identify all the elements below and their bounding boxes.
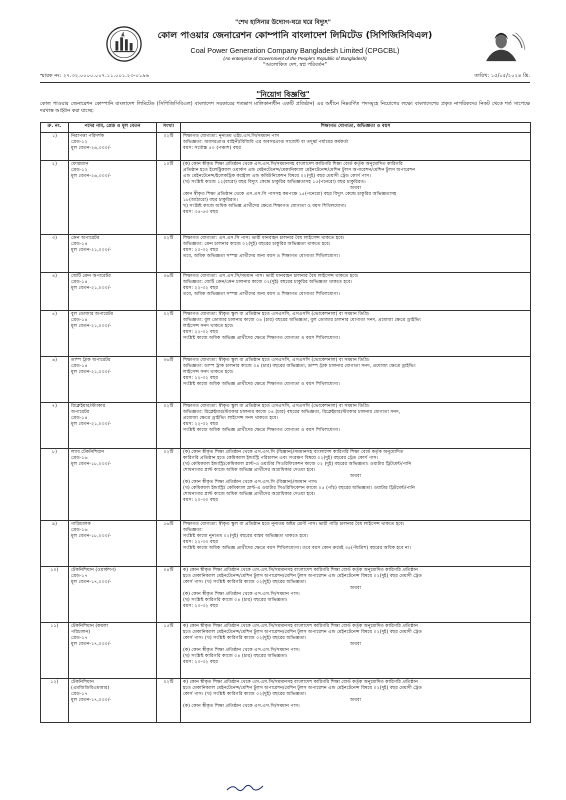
row-requirements xyxy=(181,567,531,623)
table-row xyxy=(41,623,531,679)
requirement-line: (ক) কোন স্বীকৃত শিক্ষা প্রতিষ্ঠান থেকে এস.এস.সি (বিজ্ঞান)/সমমানসহ বাংলাদেশ কারিগরি শিক্ষা বোর্ড কর্তৃক অনুমোদিত xyxy=(183,450,404,455)
requirement-line: অভিজ্ঞতা: বুল ডোজার চালনার কাজে ০৪ (চার) বছরের অভিজ্ঞতা, বুল ডোজার চালনার যোগ্যতা সনদ, প্রযোজ্য ক্ষেত্রে ড্রাইভিং xyxy=(183,318,422,323)
requirement-line: অভিজ্ঞতা: ডাম্প ট্রাক চালনার কাজে ০৪ (চার) বছরের অভিজ্ঞতা, ডাম্প ট্রাক চালনার যোগ্যতা সনদ, প্রযোজ্য ক্ষেত্রে ড্রাইভিং xyxy=(183,364,416,369)
requirement-line: লাইসেন্স সনদ থাকতে হবে। xyxy=(183,370,234,375)
requirement-line: খ) সংশ্লিষ্ট কাজে অধিক অভিজ্ঞ প্রার্থীদের ক্ষেত্রে শিক্ষাগত যোগ্যতা ও বয়স শিথিলযোগ্য। xyxy=(183,204,347,209)
post-info-line: গ্রেড-১৬ xyxy=(71,528,88,533)
row-requirements xyxy=(181,623,531,679)
row-post-info xyxy=(69,521,157,567)
post-info-line: নিরাপত্তা পরিদর্শক xyxy=(71,134,105,139)
requirement-line: হতে মেকানিক্যাল মেইনটেনেন্স/মেশিন টুলস অপারেশন/মেশিন টুলস অপারেশন এন্ড মেইনটেনেন্স বিষয়ে ০২(দুই) বছর মেয়াদী ট্রেড xyxy=(183,574,422,579)
requirement-line: শোধনাগার প্লান্ট কাজে অধিক অভিজ্ঞ প্রার্থীদের অগ্রাধিকার দেওয়া হবে। xyxy=(183,468,316,473)
row-serial: ১০) xyxy=(41,567,69,623)
requirement-line: অথবা xyxy=(349,642,362,647)
requirement-line: ক) কোন স্বীকৃত শিক্ষা প্রতিষ্ঠান থেকে এস.এস.সি/সমমানসহ বাংলাদেশ কারিগরি শিক্ষা বোর্ড কর্তৃক অনুমোদিত কারিগরি প্রতিষ্ঠান xyxy=(183,568,418,573)
requirement-line: অভিজ্ঞতা: জেটি ক্রেন/ক্রেন চালনার কাজে ০২(দুই) বছরের চাকুরির অভিজ্ঞতা থাকতে হবে। xyxy=(183,280,353,285)
post-info-line: মূল বেতন-১৮,০০০/- xyxy=(71,462,112,467)
row-serial: ১) xyxy=(41,133,69,161)
post-info-line: মূল বেতন-২১,০০০/- xyxy=(71,422,112,427)
requirement-line: শিক্ষাগত যোগ্যতা: এস.এস.সি/সমমান পাস। ভারী যানবাহন চালনার বৈধ লাইসেন্স থাকতে হবে। xyxy=(183,274,359,279)
row-serial: ১২) xyxy=(41,679,69,723)
memo-date: তারিখ: ১৫/০৫/২০২৪ খ্রি. xyxy=(474,73,530,79)
row-requirements xyxy=(181,679,531,723)
requirement-line: (খ) সংশ্লিষ্ট কারিগরি কাজে ০৪ (চার) বছরের অভিজ্ঞতা। xyxy=(183,598,288,603)
row-requirements xyxy=(181,311,531,357)
requirement-line: ক) কোন স্বীকৃত শিক্ষা প্রতিষ্ঠান থেকে এস.এস.সি/সমমানসহ বাংলাদেশ কারিগরি শিক্ষা বোর্ড কর্তৃক অনুমোদিত কারিগরি প্রতিষ্ঠান xyxy=(183,624,418,629)
requirement-line: শিক্ষাগত যোগ্যতা: স্বীকৃত স্কুল বা প্রতিষ্ঠান হতে এসএসসি, এসএসসি (ভোকেশনাল) বা সমমান ডিগ্রি। xyxy=(183,312,370,317)
post-info-line: মূল বেতন-১৭,০০০/- xyxy=(71,698,112,703)
row-post-info xyxy=(69,403,157,449)
requirement-line: বয়স: ৩৫-৫৩ বছর xyxy=(183,210,218,215)
requirement-line: বয়স: ২২-৩২ বছর xyxy=(183,286,218,291)
requirement-line: অথবা xyxy=(349,586,362,591)
requirement-line: হতে মেকানিক্যাল মেইনটেনেন্স/মেশিন টুলস অপারেশন/মেশিন টুলস অপারেশন এন্ড মেইনটেনেন্স বিষয়ে ০২(দুই) বছর মেয়াদী ট্রেড xyxy=(183,630,422,635)
requirement-line: শিক্ষাগত যোগ্যতা: স্বীকৃত স্কুল বা প্রতিষ্ঠান হতে নুন্যতম অষ্টম শ্রেণী পাস। ভারী গাড়ি চালনার বৈধ লাইসেন্স থাকতে হবে। xyxy=(183,522,405,527)
requirement-line: বয়স: সর্বোচ্চ ৫০ (পঞ্চাশ) বছর xyxy=(183,146,241,151)
post-info-line: গাড়িচালক xyxy=(71,522,91,527)
post-info-line: টেকনিশিয়ান (কয়লা xyxy=(71,624,109,629)
table-row xyxy=(41,161,531,235)
requirement-line: সংশ্লিষ্ট কাজে নুন্যতম ০২(দুই) বছরের বাস্তব অভিজ্ঞতা থাকতে হবে। xyxy=(183,534,309,539)
row-serial: ২) xyxy=(41,161,69,235)
requirement-line: অভিজ্ঞতা: অবসরপ্রাপ্ত বাহিনী/বিজিবি এর অবসরপ্রাপ্ত সার্জেন্ট বা তদুর্ধ্ব পর্যায়ের কর্মকর্তা xyxy=(183,140,349,145)
post-info-line: গ্রেড-১৪ xyxy=(71,318,88,323)
row-post-info xyxy=(69,235,157,273)
requirement-line: (খ) সংশ্লিষ্ট কাজে ১২(বারো) বছর বিদ্যুৎ কেন্দ্রে চাকুরির অভিজ্ঞতাসহ ১৫(পনেরো) বছর চাকুরিরত। xyxy=(183,180,366,185)
post-info-line: গ্রেড-১৪ xyxy=(71,280,88,285)
requirement-line: কোর্স পাস। (খ) সংশ্লিষ্ট কারিগরি কাজে ০২(দুই) বছরের অভিজ্ঞতা। xyxy=(183,636,307,641)
row-serial: ৩) xyxy=(41,235,69,273)
post-info-line: মূল বেতন-২১,০০০/- xyxy=(71,324,112,329)
row-post-info xyxy=(69,273,157,311)
row-post-info xyxy=(69,623,157,679)
requirement-line: এন্ড মেইনটেনেন্স/ইলেকট্রিক কন্ট্রোল এন্ড কমিউনিকেশন বিষয়ে ০২(দুই) বছর মেয়াদী ট্রেড কোর্স পাস। xyxy=(183,174,371,179)
requirement-line: ক) কোন স্বীকৃত শিক্ষা প্রতিষ্ঠান থেকে এস.এস.সি/সমমানসহ বাংলাদেশ কারিগরি শিক্ষা বোর্ড কর্তৃক অনুমোদিত কারিগরি প্রতিষ্ঠান xyxy=(183,680,418,685)
row-post-info xyxy=(69,133,157,161)
table-row xyxy=(41,449,531,521)
requirement-line: (ক) কোন স্বীকৃত শিক্ষা প্রতিষ্ঠান থেকে এস.এস.সি/সমমানসহ বাংলাদেশ কারিগরি শিক্ষা বোর্ড কর্তৃক অনুমোদিত কারিগরি xyxy=(183,162,403,167)
post-info-line: গ্রেড-১৬ xyxy=(71,456,88,461)
organization-subtitle: (An enterprise of Government of the People's Republic of Bangladesh) xyxy=(223,56,367,61)
requirement-line: সংশ্লিষ্ট কাজে অধিক অভিজ্ঞ প্রার্থীদের ক্ষেত্রে শিক্ষাগত যোগ্যতা ও বয়স শিথিলযোগ্য। xyxy=(183,382,340,387)
signature-mark xyxy=(225,782,265,794)
requirement-line: অথবা xyxy=(349,186,362,191)
post-info-line: মূল বেতন-২৬,০০০/- xyxy=(71,174,112,179)
post-info-line: মূল বেতন-১৭,০০০/- xyxy=(71,580,112,585)
column-header-serial: ক্র. নং. xyxy=(41,123,69,133)
notice-title: "নিয়োগ বিজ্ঞপ্তি" xyxy=(256,90,310,99)
posts-table-body xyxy=(41,133,531,723)
table-header-row xyxy=(41,123,531,133)
column-header-count: সংখ্যা xyxy=(157,123,181,133)
post-info-line: রিক্লেইমার/স্ট্যাকার xyxy=(71,404,106,409)
post-info-line: গ্রেড-১২ xyxy=(71,140,88,145)
row-post-count: ০২টি xyxy=(157,679,181,723)
row-serial: ৯) xyxy=(41,521,69,567)
requirement-line: শোধনাগার প্লান্ট কাজে অধিক অভিজ্ঞ প্রার্থীদের অগ্রাধিকার দেওয়া হবে। xyxy=(183,492,316,497)
table-row xyxy=(41,311,531,357)
requirement-line: (খ) কেমিক্যাল ইন্ডাস্ট্রি/ কেমিক্যাল প্লান্ট-এ ওয়াটার সিওরিফিকেশন কাজে ০৫ (পাঁচ) বছরের অভিজ্ঞতা। ওয়াটার ট্রিটমেন্ট/পানি xyxy=(183,486,415,491)
requirement-line: অভিজ্ঞতা: ক্রেন চালনার কাজে ০২(দুই) বছরের চাকুরির অভিজ্ঞতা থাকতে হবে। xyxy=(183,242,331,247)
post-info-line: গ্রেড-১৪ xyxy=(71,364,88,369)
row-post-info xyxy=(69,161,157,235)
requirement-line: অভিজ্ঞতা: রিক্লেইমার/স্ট্যাকার চালনার কাজে ০৪ (চার) বছরের অভিজ্ঞতা, রিক্লেইমার/স্ট্যাকার চালনার যোগ্যতা সনদ, xyxy=(183,410,401,415)
memo-number: স্মারক নং: ২৭.৩২.০০০০.০০৭.১১.০০১.২৩-০১৯৬ xyxy=(40,73,149,79)
requirement-line: বয়স: ২০-৩২ বছর xyxy=(183,604,218,609)
row-requirements xyxy=(181,235,531,273)
requirement-line: (ক) কোন স্বীকৃত শিক্ষা প্রতিষ্ঠান থেকে এস.এস.সি/সমমান পাস। xyxy=(183,592,300,597)
requirement-line: শিক্ষাগত যোগ্যতা: স্বীকৃত স্কুল বা প্রতিষ্ঠান হতে এসএসসি, এসএসসি (ভোকেশনাল) বা সমমান ডিগ্রি। xyxy=(183,358,370,363)
table-row xyxy=(41,357,531,403)
requirement-line: শিক্ষাগত যোগ্যতা: স্বীকৃত স্কুল বা প্রতিষ্ঠান হতে এসএসসি, এসএসসি (ভোকেশনাল) বা সমমান ডিগ্রি। xyxy=(183,404,370,409)
row-requirements xyxy=(181,449,531,521)
post-info-line: টেকনিশিয়ান xyxy=(71,680,94,685)
table-row xyxy=(41,273,531,311)
posts-table xyxy=(40,122,531,723)
requirement-line: অথবা xyxy=(349,474,362,479)
post-info-line: অপারেটর xyxy=(71,410,90,415)
requirement-line: সংশ্লিষ্ট কাজে অধিক অভিজ্ঞ প্রার্থীদের ক্ষেত্রে শিক্ষাগত যোগ্যতা ও বয়স শিথিলযোগ্য। xyxy=(183,336,340,341)
row-post-count: ১০টি xyxy=(157,161,181,235)
requirement-line: কারিগরি প্রতিষ্ঠান হতে কেমিক্যাল ইন্ডাস্ট্রি পরিচালন এবং সংরক্ষণ বিষয়ে ০২(দুই) বছরের ট্রেড কোর্স পাস। xyxy=(183,456,379,461)
post-info-line: গ্রেড-১৭ xyxy=(71,636,88,641)
row-requirements xyxy=(181,133,531,161)
row-post-info xyxy=(69,311,157,357)
post-info-line: (এমজিডিবিএমআর) xyxy=(71,686,110,691)
requirement-line: কোর্স পাস। (খ) সংশ্লিষ্ট কারিগরি কাজে ০২(দুই) বছরের অভিজ্ঞতা। xyxy=(183,692,307,697)
row-serial: ৭) xyxy=(41,403,69,449)
organization-slogan: "আলোকিত দেশ, স্বপ্ন পরিবর্তন" xyxy=(263,62,327,68)
requirement-line: তবে, অধিক অভিজ্ঞতা সম্পন্ন প্রার্থীদের জন্য বয়স ও শিক্ষাগত যোগ্যতা শিথিলযোগ্য। xyxy=(183,292,340,297)
row-post-count: ০২টি xyxy=(157,133,181,161)
row-requirements xyxy=(181,161,531,235)
table-row xyxy=(41,235,531,273)
post-info-line: জেটি ক্রেন অপারেটর xyxy=(71,274,111,279)
requirement-line: কোর্স পাস। (খ) সংশ্লিষ্ট কারিগরি কাজে ০২(দুই) বছরের অভিজ্ঞতা। xyxy=(183,580,307,585)
requirement-line: অভিজ্ঞতা: xyxy=(183,528,203,533)
requirement-line: বয়স: ২২-৩২ বছর xyxy=(183,422,218,427)
row-requirements xyxy=(181,521,531,567)
requirement-line: শিক্ষাগত যোগ্যতা: এস.এস.সি পাস। ভারী যানবাহন চালনার বৈধ লাইসেন্স থাকতে হবে। xyxy=(183,236,345,241)
letterhead xyxy=(150,28,440,70)
row-requirements xyxy=(181,357,531,403)
column-header-requirements: শিক্ষাগত যোগ্যতা, অভিজ্ঞতা ও বয়স xyxy=(181,123,531,133)
header-motto: "শেখ হাসিনার উদ্যোগ-ঘরে ঘরে বিদ্যুৎ" xyxy=(235,19,331,26)
row-serial: ৮) xyxy=(41,449,69,521)
requirement-line: (ক) কোন স্বীকৃত শিক্ষা প্রতিষ্ঠান থেকে এস.এস.সি/সমমান পাস। xyxy=(183,704,300,709)
table-row xyxy=(41,133,531,161)
requirement-line: লাইসেন্স সনদ থাকতে হবে। xyxy=(183,324,234,329)
post-info-line: মূল বেতন-২১,০০০/- xyxy=(71,286,112,291)
requirement-line: প্রতিষ্ঠান হতে ইলেক্ট্রিক্যাল ওয়ার্কস এন্ড মেইনটেনেন্স/মেকানিক্যাল মেইনটেনেন্স/মেশিন টুলস অপারেশন/মেশিন টুলস অপারেশন xyxy=(183,168,416,173)
row-requirements xyxy=(181,403,531,449)
row-post-count: ০৬টি xyxy=(157,357,181,403)
row-post-info xyxy=(69,357,157,403)
row-post-info xyxy=(69,567,157,623)
row-serial: ৬) xyxy=(41,357,69,403)
table-row xyxy=(41,521,531,567)
row-serial: ১১) xyxy=(41,623,69,679)
post-info-line: মূল বেতন-১৭,০০০/- xyxy=(71,642,112,647)
row-post-count: ১৫টি xyxy=(157,623,181,679)
post-info-line: মূল বেতন-২৬,০০০/- xyxy=(71,146,112,151)
requirement-line: সংশ্লিষ্ট কাজে অধিক অভিজ্ঞ প্রার্থীদের ক্ষেত্রে বয়স শিথিলযোগ্য। তবে বয়স কোন ক্রমেই ৩৫(পঁয়ত্রিশ) বছরের অধিক হবে না। xyxy=(183,546,411,551)
requirement-line: বয়স: ২০-৩০ বছর xyxy=(183,498,218,503)
company-logo xyxy=(105,25,143,63)
requirement-line: বয়স: ২২-৩২ বছর xyxy=(183,376,218,381)
notice-intro: কোল পাওয়ার জেনারেশন কোম্পানি বাংলাদেশ লিমিটেড (সিপিজিসিবিএল) বাংলাদেশ সরকারের শতভাগ মালিকানাধীন একটি প্রতিষ্ঠান) এর অধীনে নিম্নবর্ণিত পদসমূহে নিয়োগের লক্ষ্যে বাংলাদেশের প্রকৃত নাগরিকদের নিকট থেকে শর্ত সাপেক্ষে দরখাস্ত আহ্বান করা যাচ্ছে: xyxy=(40,101,530,115)
requirement-line: ১৮(আঠারো) বছর চাকুরিরত। xyxy=(183,198,238,203)
post-info-line: গ্রেড-১৪ xyxy=(71,416,88,421)
requirement-line: (খ) কেমিক্যাল ইন্ডাস্ট্রি/কেমিক্যাল প্লান্ট-এ ওয়াটার সিওরিফিকেশন কাজে ০২ (দুই) বছরের অভিজ্ঞতা। ওয়াটার ট্রিটমেন্ট/পানি xyxy=(183,462,412,467)
row-post-count: ০২টি xyxy=(157,449,181,521)
table-row xyxy=(41,567,531,623)
organization-name-bn: কোল পাওয়ার জেনারেশন কোম্পানি বাংলাদেশ লিমিটেড (সিপিজিসিবিএল) xyxy=(157,31,433,41)
requirement-line: (ক) কোন স্বীকৃত শিক্ষা প্রতিষ্ঠান থেকে এস.এস.সি (বিজ্ঞান)/সমমান পাস। xyxy=(183,480,318,485)
organization-name-en: Coal Power Generation Company Bangladesh Limited (CPGCBL) xyxy=(190,46,400,55)
requirement-line: শিক্ষাগত যোগ্যতা: নূন্যতম এইচ.এস.সি/সমমান পাস xyxy=(183,134,280,139)
row-post-count: ০২টি xyxy=(157,235,181,273)
row-requirements xyxy=(181,273,531,311)
requirement-line: সংশ্লিষ্ট কাজে অধিক অভিজ্ঞ প্রার্থীদের ক্ষেত্রে শিক্ষাগত যোগ্যতা ও বয়স শিথিলযোগ্য। xyxy=(183,428,340,433)
post-info-line: ফোরম্যান xyxy=(71,162,89,167)
table-row xyxy=(41,679,531,723)
leader-portrait xyxy=(484,29,526,63)
row-post-count: ০৬টি xyxy=(157,273,181,311)
post-info-line: মূল বেতন-২১,০০০/- xyxy=(71,370,112,375)
requirement-line: কোন স্বীকৃত শিক্ষা প্রতিষ্ঠান থেকে এস.এস.সি পাসসহ কমপক্ষে ১৫(পনেরো) বছর বিদ্যুৎ কেন্দ্রে চাকুরির অভিজ্ঞতাসহ xyxy=(183,192,397,197)
header-divider xyxy=(40,82,530,83)
requirement-line: বয়স: ২২-৩০ বছর xyxy=(183,540,218,545)
requirement-line: অথবা xyxy=(349,698,362,703)
row-post-info xyxy=(69,679,157,723)
row-post-count: ০২টি xyxy=(157,403,181,449)
post-info-line: গ্রেড-১২ xyxy=(71,168,88,173)
post-info-line: টেকনিশিয়ান (ওয়ার্কশপ) xyxy=(71,568,116,573)
post-info-line: গ্রেড-১৭ xyxy=(71,574,88,579)
post-info-line: গ্রেড-১৪ xyxy=(71,242,88,247)
row-post-count: ০৪টি xyxy=(157,567,181,623)
post-info-line: ল্যাব টেকনিশিয়ান xyxy=(71,450,105,455)
post-info-line: ক্রেন অপারেটর xyxy=(71,236,100,241)
requirement-line: (ক) কোন স্বীকৃত শিক্ষা প্রতিষ্ঠান থেকে এস.এস.সি/সমমান পাস। xyxy=(183,648,300,653)
requirement-line: (খ) সংশ্লিষ্ট কারিগরি কাজে ০৪ (চার) বছরের অভিজ্ঞতা। xyxy=(183,654,288,659)
row-post-count: ০২টি xyxy=(157,311,181,357)
row-post-count: ১৬টি xyxy=(157,521,181,567)
post-info-line: গ্রেড-১৭ xyxy=(71,692,88,697)
row-serial: ৫) xyxy=(41,311,69,357)
requirement-line: প্রযোজ্য ক্ষেত্রে ড্রাইভিং লাইসেন্স সনদ থাকতে হবে। xyxy=(183,416,279,421)
post-info-line: মূল বেতন-২১,০০০/- xyxy=(71,248,112,253)
column-header-post: পদের নাম, গ্রেড ও মূল বেতন xyxy=(69,123,157,133)
requirement-line: বয়স: ২০-৩২ বছর xyxy=(183,248,218,253)
requirement-line: বয়স: ২০-৩২ বছর xyxy=(183,660,218,665)
post-info-line: বুল ডোজার অপারেটর xyxy=(71,312,114,317)
requirement-line: হতে মেকানিক্যাল মেইনটেনেন্স/মেশিন টুলস অপারেশন/মেশিন টুলস অপারেশন এন্ড মেইনটেনেন্স বিষয়ে ০২(দুই) বছর মেয়াদী ট্রেড xyxy=(183,686,422,691)
post-info-line: মূল বেতন-১৮,০০০/- xyxy=(71,534,112,539)
requirement-line: বয়স: ২২-৩২ বছর xyxy=(183,330,218,335)
requirement-line: তবে, অধিক অভিজ্ঞতা সম্পন্ন প্রার্থীদের জন্য বয়স ও শিক্ষাগত যোগ্যতা শিথিলযোগ্য। xyxy=(183,254,340,259)
table-row xyxy=(41,403,531,449)
row-post-info xyxy=(69,449,157,521)
row-serial: ৪) xyxy=(41,273,69,311)
post-info-line: ডাম্প ট্রাক অপারেটর xyxy=(71,358,111,363)
post-info-line: পরিচালন) xyxy=(71,630,91,635)
